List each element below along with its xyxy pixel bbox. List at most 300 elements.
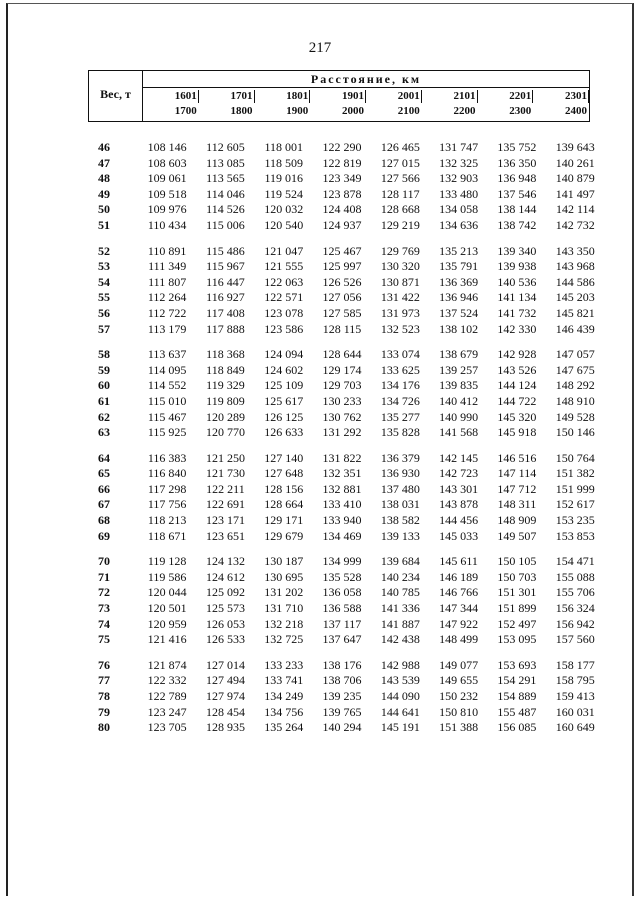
weight-cell: 61: [98, 393, 110, 408]
group-spacer: [98, 337, 604, 347]
range-from: 1901: [342, 90, 364, 102]
table-row: [98, 363, 604, 379]
value-cell: 139 257: [439, 362, 479, 377]
value-cell: 118 213: [147, 513, 187, 528]
table-row: [98, 482, 604, 498]
value-cell: 140 412: [439, 393, 479, 408]
table-row: [98, 140, 604, 156]
range-header-5: [366, 88, 422, 121]
table-row: [98, 689, 604, 705]
value-cell: 158 177: [555, 657, 595, 672]
table-row: [98, 306, 604, 322]
value-cell: 123 586: [264, 321, 304, 336]
weight-cell: 74: [98, 616, 110, 631]
value-cell: 117 756: [147, 497, 187, 512]
weight-cell: 54: [98, 274, 110, 289]
value-cell: 138 102: [439, 321, 479, 336]
group-spacer: [98, 234, 604, 244]
value-cell: 132 523: [380, 321, 420, 336]
value-cell: 138 582: [380, 513, 420, 528]
value-cell: 145 033: [439, 528, 479, 543]
table-row: [98, 513, 604, 529]
value-cell: 120 770: [205, 425, 245, 440]
value-cell: 127 974: [205, 689, 245, 703]
weight-cell: 53: [98, 259, 110, 274]
value-cell: 147 922: [439, 616, 479, 631]
value-cell: 131 710: [264, 601, 304, 616]
value-cell: 135 277: [380, 409, 420, 424]
value-cell: 109 518: [147, 186, 187, 201]
value-cell: 115 925: [147, 425, 187, 440]
value-cell: 130 695: [264, 569, 304, 584]
value-cell: 139 133: [380, 528, 420, 543]
value-cell: 114 526: [206, 202, 245, 217]
value-cell: 121 416: [147, 632, 187, 647]
value-cell: 150 764: [555, 450, 595, 465]
weight-cell: 78: [98, 689, 110, 703]
weight-cell: 70: [98, 554, 110, 569]
table-row: [98, 259, 604, 275]
value-cell: 120 032: [264, 202, 304, 217]
range-from: 1701: [230, 90, 253, 102]
value-cell: 156 085: [497, 720, 537, 735]
table-row: [98, 425, 604, 441]
table-row: [98, 394, 604, 410]
value-cell: 140 990: [439, 409, 479, 424]
value-cell: 108 603: [147, 155, 187, 170]
value-cell: 115 006: [206, 217, 245, 232]
value-cell: 155 088: [555, 569, 595, 584]
value-cell: 119 809: [206, 393, 245, 408]
value-cell: 143 526: [497, 362, 537, 377]
value-cell: 133 074: [380, 347, 420, 362]
value-cell: 123 349: [322, 171, 362, 186]
value-cell: 113 637: [147, 347, 187, 362]
value-cell: 124 094: [264, 347, 304, 362]
weight-cell: 47: [98, 155, 110, 170]
value-cell: 132 881: [322, 481, 362, 496]
value-cell: 140 785: [380, 585, 420, 600]
value-cell: 149 077: [439, 657, 479, 672]
value-cell: 152 497: [497, 616, 537, 631]
value-cell: 119 016: [264, 171, 304, 186]
value-cell: 150 703: [497, 569, 537, 584]
value-cell: 135 213: [439, 243, 479, 258]
value-cell: 142 723: [439, 466, 479, 481]
value-cell: 125 109: [264, 378, 304, 393]
value-cell: 112 605: [206, 140, 245, 154]
table-row: [98, 202, 604, 218]
value-cell: 128 664: [264, 497, 304, 512]
table-row: [98, 585, 604, 601]
value-cell: 124 132: [205, 554, 245, 569]
value-cell: 146 766: [439, 585, 479, 600]
value-cell: 118 001: [264, 140, 304, 154]
value-cell: 137 117: [322, 616, 362, 631]
range-from: 2101: [453, 90, 476, 102]
value-cell: 121 874: [147, 657, 187, 672]
value-cell: 133 233: [264, 657, 304, 672]
value-cell: 141 497: [555, 186, 595, 201]
range-from: 2201: [509, 90, 532, 102]
header-bottom-rule: [88, 121, 590, 122]
value-cell: 120 501: [147, 601, 187, 616]
value-cell: 124 937: [322, 217, 362, 232]
value-cell: 138 176: [322, 657, 362, 672]
value-cell: 115 486: [206, 243, 245, 258]
table-row: [98, 347, 604, 363]
value-cell: 144 090: [380, 689, 420, 703]
value-cell: 126 125: [264, 409, 304, 424]
value-cell: 128 454: [205, 704, 245, 719]
value-cell: 129 703: [322, 378, 362, 393]
value-cell: 136 350: [497, 155, 537, 170]
weight-cell: 72: [98, 585, 110, 600]
value-cell: 149 655: [439, 673, 479, 688]
table-row: [98, 244, 604, 260]
value-cell: 114 095: [147, 362, 187, 377]
value-cell: 131 822: [322, 450, 362, 465]
value-cell: 159 413: [555, 689, 595, 703]
value-cell: 160 031: [555, 704, 595, 719]
value-cell: 116 383: [147, 450, 187, 465]
value-cell: 115 010: [147, 393, 187, 408]
weight-cell: 77: [98, 673, 110, 688]
value-cell: 113 085: [206, 155, 245, 170]
group-spacer: [98, 648, 604, 658]
value-cell: 148 311: [497, 497, 537, 512]
value-cell: 146 516: [497, 450, 537, 465]
value-cell: 131 202: [264, 585, 304, 600]
value-cell: 150 232: [439, 689, 479, 703]
weight-cell: 68: [98, 513, 110, 528]
value-cell: 126 053: [205, 616, 245, 631]
table-row: [98, 378, 604, 394]
weight-cell: 75: [98, 632, 110, 647]
value-cell: 131 292: [322, 425, 362, 440]
weight-cell: 60: [98, 378, 110, 393]
value-cell: 121 730: [205, 466, 245, 481]
weight-cell: 65: [98, 466, 110, 481]
value-cell: 128 115: [322, 321, 362, 336]
value-cell: 112 264: [147, 290, 187, 305]
value-cell: 145 821: [555, 305, 595, 320]
value-cell: 137 524: [439, 305, 479, 320]
value-cell: 141 568: [439, 425, 479, 440]
value-cell: 135 264: [264, 720, 304, 735]
table-row: [98, 720, 604, 736]
table-row: [98, 410, 604, 426]
value-cell: 127 056: [322, 290, 362, 305]
weight-cell: 66: [98, 481, 110, 496]
table-row: [98, 218, 604, 234]
value-cell: 125 617: [264, 393, 304, 408]
value-cell: 139 765: [322, 704, 362, 719]
value-cell: 131 973: [380, 305, 420, 320]
value-cell: 148 909: [497, 513, 537, 528]
value-cell: 125 573: [205, 601, 245, 616]
value-cell: 134 176: [380, 378, 420, 393]
value-cell: 145 320: [497, 409, 537, 424]
value-cell: 144 722: [497, 393, 537, 408]
value-cell: 136 930: [380, 466, 420, 481]
distance-column-header: Расстояние, км: [143, 71, 589, 88]
value-cell: 118 368: [206, 347, 245, 362]
value-cell: 137 647: [322, 632, 362, 647]
value-cell: 131 422: [380, 290, 420, 305]
value-cell: 128 117: [381, 186, 420, 201]
value-cell: 134 756: [264, 704, 304, 719]
range-header-2: [199, 88, 255, 121]
value-cell: 134 726: [380, 393, 420, 408]
value-cell: 138 679: [439, 347, 479, 362]
table-row: [98, 466, 604, 482]
range-to: 1900: [286, 105, 309, 117]
value-cell: 122 571: [264, 290, 304, 305]
table-row: [98, 322, 604, 338]
value-cell: 156 324: [555, 601, 595, 616]
range-to: 2000: [342, 105, 364, 117]
value-cell: 120 959: [147, 616, 187, 631]
value-cell: 132 325: [439, 155, 479, 170]
value-cell: 119 128: [147, 554, 187, 569]
value-cell: 123 247: [147, 704, 187, 719]
value-cell: 144 641: [380, 704, 420, 719]
value-cell: 113 179: [147, 321, 187, 336]
value-cell: 142 732: [555, 217, 595, 232]
table-row: [98, 601, 604, 617]
value-cell: 146 439: [555, 321, 595, 336]
value-cell: 139 340: [497, 243, 537, 258]
value-cell: 113 565: [206, 171, 245, 186]
value-cell: 120 540: [264, 217, 304, 232]
value-cell: 127 014: [205, 657, 245, 672]
value-cell: 149 507: [497, 528, 537, 543]
value-cell: 128 668: [380, 202, 420, 217]
table-row: [98, 290, 604, 306]
value-cell: 141 732: [497, 305, 537, 320]
weight-column-header: Вес, т: [89, 71, 143, 121]
value-cell: 147 675: [555, 362, 595, 377]
value-cell: 143 350: [555, 243, 595, 258]
range-from: 2001: [397, 90, 420, 102]
weight-cell: 63: [98, 425, 110, 440]
weight-cell: 49: [98, 186, 110, 201]
weight-cell: 73: [98, 601, 110, 616]
table-header: [88, 70, 590, 122]
value-cell: 111 349: [148, 259, 187, 274]
value-cell: 133 410: [322, 497, 362, 512]
value-cell: 135 828: [380, 425, 420, 440]
value-cell: 132 903: [439, 171, 479, 186]
value-cell: 130 871: [380, 274, 420, 289]
value-cell: 122 063: [264, 274, 304, 289]
value-cell: 155 487: [497, 704, 537, 719]
value-cell: 122 691: [205, 497, 245, 512]
range-from: 2301: [565, 90, 587, 102]
value-cell: 128 935: [205, 720, 245, 735]
value-cell: 119 524: [264, 186, 304, 201]
value-cell: 153 693: [497, 657, 537, 672]
value-cell: 133 741: [264, 673, 304, 688]
range-divider: [588, 90, 589, 103]
value-cell: 160 649: [555, 720, 595, 735]
value-cell: 132 351: [322, 466, 362, 481]
value-cell: 116 447: [206, 274, 245, 289]
value-cell: 111 807: [148, 274, 187, 289]
value-cell: 147 712: [497, 481, 537, 496]
value-cell: 158 795: [555, 673, 595, 688]
value-cell: 152 617: [555, 497, 595, 512]
range-from: 1601: [174, 90, 197, 102]
value-cell: 118 671: [147, 528, 187, 543]
range-header-4: [310, 88, 366, 121]
range-header-8: [533, 88, 589, 121]
value-cell: 122 332: [147, 673, 187, 688]
value-cell: 145 191: [380, 720, 420, 735]
range-header-3: [255, 88, 311, 121]
value-cell: 127 648: [264, 466, 304, 481]
value-cell: 149 528: [555, 409, 595, 424]
value-cell: 157 560: [555, 632, 595, 647]
range-to: 1700: [174, 105, 197, 117]
value-cell: 144 456: [439, 513, 479, 528]
value-cell: 126 465: [380, 140, 420, 154]
value-cell: 127 015: [380, 155, 420, 170]
value-cell: 150 810: [439, 704, 479, 719]
value-cell: 127 140: [264, 450, 304, 465]
page-number: 217: [308, 40, 332, 56]
value-cell: 140 261: [555, 155, 595, 170]
weight-cell: 76: [98, 657, 110, 672]
value-cell: 148 499: [439, 632, 479, 647]
table-row: [98, 275, 604, 291]
value-cell: 126 533: [205, 632, 245, 647]
weight-cell: 71: [98, 569, 110, 584]
value-cell: 112 722: [147, 305, 187, 320]
value-cell: 124 408: [322, 202, 362, 217]
tariff-table: [98, 130, 604, 736]
value-cell: 146 189: [439, 569, 479, 584]
value-cell: 134 999: [322, 554, 362, 569]
weight-cell: 67: [98, 497, 110, 512]
value-cell: 136 946: [439, 290, 479, 305]
value-cell: 143 301: [439, 481, 479, 496]
value-cell: 145 203: [555, 290, 595, 305]
value-cell: 120 044: [147, 585, 187, 600]
value-cell: 136 379: [380, 450, 420, 465]
value-cell: 116 840: [147, 466, 187, 481]
value-cell: 132 218: [264, 616, 304, 631]
value-cell: 143 539: [380, 673, 420, 688]
weight-cell: 80: [98, 720, 110, 735]
weight-cell: 46: [98, 140, 110, 154]
value-cell: 122 290: [322, 140, 362, 154]
value-cell: 144 586: [555, 274, 595, 289]
value-cell: 119 586: [147, 569, 187, 584]
value-cell: 155 706: [555, 585, 595, 600]
value-cell: 119 329: [206, 378, 245, 393]
group-spacer: [98, 441, 604, 451]
value-cell: 130 187: [264, 554, 304, 569]
value-cell: 140 234: [380, 569, 420, 584]
value-cell: 154 291: [497, 673, 537, 688]
value-cell: 153 853: [555, 528, 595, 543]
value-cell: 125 467: [322, 243, 362, 258]
value-cell: 122 819: [322, 155, 362, 170]
value-cell: 143 968: [555, 259, 595, 274]
value-cell: 145 611: [439, 554, 478, 569]
value-cell: 138 742: [497, 217, 537, 232]
value-cell: 135 752: [497, 140, 537, 154]
value-cell: 117 888: [206, 321, 245, 336]
range-to: 2300: [509, 105, 532, 117]
value-cell: 129 769: [380, 243, 420, 258]
value-cell: 116 927: [206, 290, 245, 305]
value-cell: 136 588: [322, 601, 362, 616]
value-cell: 132 725: [264, 632, 304, 647]
value-cell: 145 918: [497, 425, 537, 440]
value-cell: 147 057: [555, 347, 595, 362]
table-row: [98, 497, 604, 513]
value-cell: 123 705: [147, 720, 187, 735]
value-cell: 153 235: [555, 513, 595, 528]
range-from: 1801: [286, 90, 309, 102]
value-cell: 140 536: [497, 274, 537, 289]
value-cell: 115 467: [147, 409, 187, 424]
value-cell: 139 235: [322, 689, 362, 703]
weight-cell: 48: [98, 171, 110, 186]
value-cell: 133 940: [322, 513, 362, 528]
group-spacer: [98, 130, 604, 140]
value-cell: 129 679: [264, 528, 304, 543]
value-cell: 129 219: [380, 217, 420, 232]
table-row: [98, 673, 604, 689]
value-cell: 156 942: [555, 616, 595, 631]
value-cell: 114 552: [147, 378, 187, 393]
value-cell: 151 899: [497, 601, 537, 616]
weight-cell: 52: [98, 243, 110, 258]
value-cell: 124 602: [264, 362, 304, 377]
value-cell: 128 156: [264, 481, 304, 496]
value-cell: 124 612: [205, 569, 245, 584]
value-cell: 138 706: [322, 673, 362, 688]
value-cell: 141 134: [497, 290, 537, 305]
value-cell: 142 145: [439, 450, 479, 465]
value-cell: 123 171: [205, 513, 245, 528]
value-cell: 142 114: [555, 202, 595, 217]
value-cell: 121 555: [264, 259, 304, 274]
weight-cell: 50: [98, 202, 110, 217]
value-cell: 129 171: [264, 513, 304, 528]
value-cell: 139 835: [439, 378, 479, 393]
range-to: 1800: [230, 105, 253, 117]
value-cell: 134 636: [439, 217, 479, 232]
table-row: [98, 632, 604, 648]
value-cell: 117 408: [206, 305, 245, 320]
value-cell: 138 144: [497, 202, 537, 217]
value-cell: 122 789: [147, 689, 187, 703]
value-cell: 125 997: [322, 259, 362, 274]
value-cell: 130 320: [380, 259, 420, 274]
value-cell: 117 298: [147, 481, 187, 496]
value-cell: 123 078: [264, 305, 304, 320]
value-cell: 108 146: [147, 140, 187, 154]
value-cell: 129 174: [322, 362, 362, 377]
range-to: 2100: [397, 105, 420, 117]
value-cell: 151 382: [555, 466, 595, 481]
weight-cell: 58: [98, 347, 110, 362]
